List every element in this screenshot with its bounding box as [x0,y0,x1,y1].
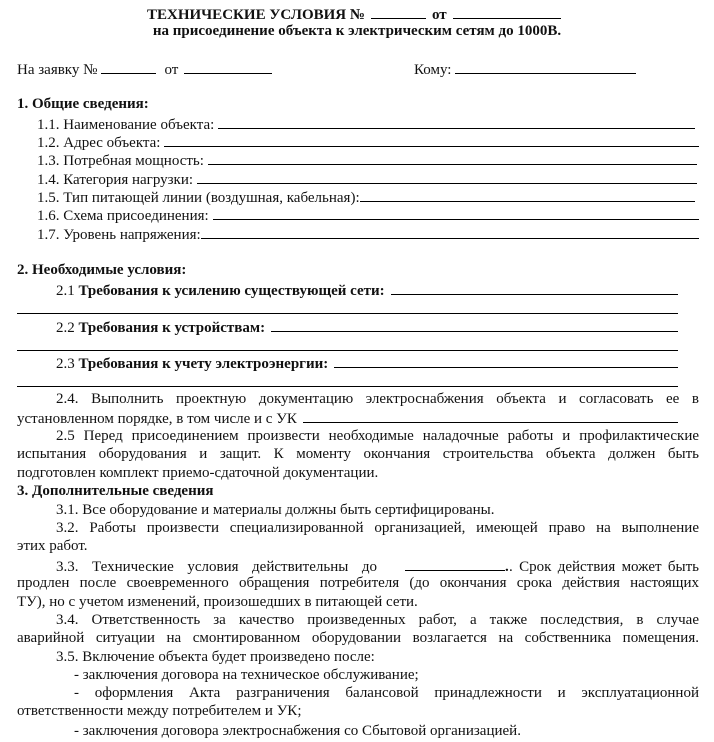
paragraph-2-4-line: 2.4. Выполнить проектную документацию электроснабжения объекта и согласовать ее в [56,391,699,407]
subtitle-text: на присоединение объекта к электрическим сетям до 1000В. [152,23,562,39]
field-voltage-level [37,224,699,243]
condition-item: - заключения договора на техническое обслуживание; [74,667,419,683]
request-line [17,59,272,78]
field-connection-scheme [37,205,699,224]
field-blank[interactable] [218,114,695,129]
title-text: ТЕХНИЧЕСКИЕ УСЛОВИЯ № [147,7,365,23]
paragraph-text: установленном порядке, в том числе и с УК [17,411,297,427]
condition-item: - заключения договора электроснабжения со Сбытовой организацией. [74,723,521,739]
blank-line[interactable] [17,313,678,314]
date-blank[interactable] [453,4,561,19]
field-blank[interactable] [213,205,699,220]
item-label: Требования к учету электроэнергии: [78,356,329,372]
paragraph-3-4-line: аварийной ситуации на смонтированном оборудовании возлагается на собственника помещения. [17,630,699,646]
section-2-heading: 2. Необходимые условия: [17,262,187,278]
item-number: 2.1 [56,283,75,299]
field-label: 1.4. Категория нагрузки: [37,172,194,188]
field-blank[interactable] [201,224,699,239]
recipient-label: Кому: [414,62,452,78]
field-object-address [37,132,699,151]
item-number: 2.2 [56,320,75,336]
title-from: от [431,7,447,23]
validity-date-blank[interactable] [405,556,505,571]
field-label: 1.5. Тип питающей линии (воздушная, кабельная): [37,190,360,206]
field-load-category [37,169,697,188]
blank-line[interactable] [17,386,678,387]
paragraph-2-5-line: подготовлен комплект приемо-сдаточной документации. [17,465,379,481]
requirement-network [56,280,678,299]
paragraph-3-3-line: продлен после своевременного обращения потребителя (до окончания срока действия настоящих [17,575,699,591]
section-3-heading: 3. Дополнительные сведения [17,483,214,499]
section-1-heading: 1. Общие сведения: [17,96,149,112]
field-label: 1.7. Уровень напряжения: [37,227,201,243]
paragraph-2-5-line: испытания оборудования и защит. К моменту окончания строительства объекта должен быть [17,446,699,462]
uk-blank[interactable] [303,408,678,423]
field-blank[interactable] [360,187,695,202]
paragraph-3-2-line: этих работ. [17,538,88,554]
field-object-name [37,114,695,133]
paragraph-2-5-line: 2.5 Перед присоединением произвести необходимые наладочные работы и профилактические [56,428,699,444]
field-blank[interactable] [164,132,699,147]
blank-line[interactable] [17,350,678,351]
paragraph-3-2-line: 3.2. Работы произвести специализированной организацией, имеющей право на выполнение [56,520,699,536]
paragraph-3-1: 3.1. Все оборудование и материалы должны быть сертифицированы. [56,502,495,518]
request-from: от [164,62,179,78]
field-label: 1.3. Потребная мощность: [37,153,204,169]
paragraph-text: . Срок действия может быть [509,559,699,575]
paragraph-3-5: 3.5. Включение объекта будет произведено после: [56,649,375,665]
paragraph-2-4-line [17,408,678,427]
field-label: 1.2. Адрес объекта: [37,135,161,151]
field-blank[interactable] [391,280,678,295]
recipient-line [414,59,636,78]
item-label: Требования к усилению существующей сети: [78,283,385,299]
item-number: 2.3 [56,356,75,372]
field-blank[interactable] [334,353,678,368]
document-title [147,4,561,23]
request-label: На заявку № [17,62,98,78]
paragraph-text: 3.3. Технические условия действительны до [56,559,377,575]
request-date-blank[interactable] [184,59,272,74]
requirement-devices [56,317,678,336]
document-subtitle [0,22,714,41]
paragraph-3-3-line: ТУ), но с учетом изменений, произошедших в питающей сети. [17,594,418,610]
condition-item: - оформления Акта разграничения балансовой принадлежности и эксплуатационной [74,685,699,701]
field-blank[interactable] [271,317,678,332]
request-number-blank[interactable] [101,59,156,74]
condition-item-continued: ответственности между потребителем и УК; [17,703,302,719]
field-label: 1.6. Схема присоединения: [37,208,209,224]
field-line-type [37,187,695,206]
field-blank[interactable] [208,150,697,165]
recipient-blank[interactable] [455,59,636,74]
item-label: Требования к устройствам: [78,320,266,336]
field-blank[interactable] [197,169,697,184]
field-label: 1.1. Наименование объекта: [37,117,215,133]
requirement-metering [56,353,678,372]
number-blank[interactable] [371,4,426,19]
paragraph-3-4-line: 3.4. Ответственность за качество произведенных работ, а также последствия, в случае [56,612,699,628]
field-power [37,150,697,169]
paragraph-3-3-line: 3.3. Технические условия действительны до . . Срок действия может быть [56,556,699,575]
